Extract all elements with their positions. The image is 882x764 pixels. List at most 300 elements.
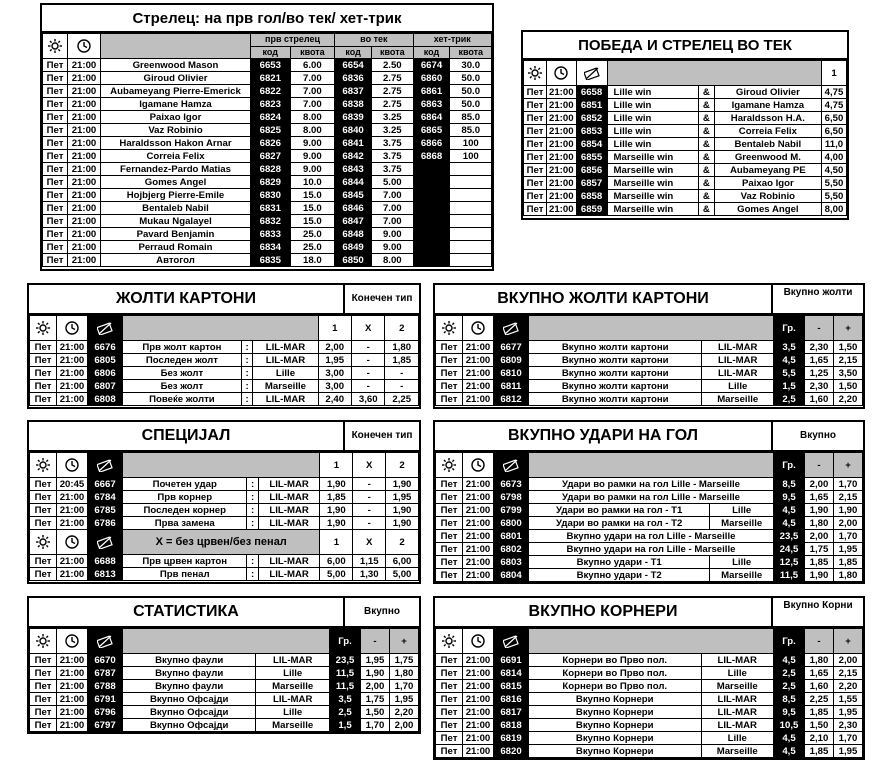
odds-over: 1,95	[834, 706, 863, 719]
time: 21:00	[463, 354, 494, 367]
odds-over: 2,20	[834, 393, 863, 406]
sun-icon	[436, 316, 463, 341]
team: Marseille	[701, 680, 774, 693]
day: Пет	[436, 341, 463, 354]
corners-panel	[433, 596, 865, 760]
odds-under: 2,10	[805, 732, 834, 745]
odds-over: 2,15	[834, 667, 863, 680]
odds-1: 6,00	[320, 555, 353, 568]
player-name: Paixao Igor	[101, 111, 251, 124]
time: 21:00	[68, 59, 101, 72]
yellow-total-type: Вкупно жолти	[771, 285, 863, 313]
table-row	[436, 654, 863, 667]
player-name: Greenwood M.	[714, 151, 821, 164]
code: 6858	[576, 190, 607, 203]
time: 21:00	[547, 151, 577, 164]
day: Пет	[524, 138, 547, 151]
line: 4,5	[774, 732, 805, 745]
odds-over: 1,50	[834, 380, 863, 393]
odds-under: 1,75	[361, 693, 390, 706]
time: 21:00	[68, 241, 101, 254]
odds-x: 3,60	[352, 393, 385, 406]
odds: 50.0	[450, 72, 492, 85]
col-1: 1	[822, 61, 847, 86]
code: 6843	[335, 163, 372, 176]
line: 24,5	[774, 543, 805, 556]
code: 6853	[576, 125, 607, 138]
ampersand: &	[698, 203, 714, 216]
time: 21:00	[547, 112, 577, 125]
team: LIL-MAR	[258, 517, 320, 530]
time: 21:00	[547, 164, 577, 177]
player-name: Fernandez-Pardo Matias	[101, 163, 251, 176]
shots-title: ВКУПНО УДАРИ НА ГОЛ	[507, 427, 698, 444]
time: 21:00	[463, 732, 494, 745]
table-row	[436, 380, 863, 393]
table-row	[30, 680, 419, 693]
odds-over: 1,85	[834, 556, 863, 569]
market: Без жолт	[123, 380, 242, 393]
market: Удари во рамки на гол Lille - Marseille	[529, 491, 774, 504]
line: 23,5	[330, 654, 361, 667]
table-row	[436, 341, 863, 354]
odds-over: 2,15	[834, 354, 863, 367]
scorer-table	[42, 33, 492, 267]
day: Пет	[436, 680, 463, 693]
table-row	[436, 543, 863, 556]
odds: 4,75	[822, 99, 847, 112]
separator: :	[247, 517, 258, 530]
code: 6819	[494, 732, 529, 745]
corners-title: ВКУПНО КОРНЕРИ	[528, 603, 678, 620]
odds: 8,00	[822, 203, 847, 216]
sun-icon	[524, 61, 547, 86]
time: 21:00	[463, 693, 494, 706]
odds-under: 1,90	[361, 667, 390, 680]
code: 6653	[251, 59, 291, 72]
col-2: 2	[386, 453, 419, 478]
table-row	[436, 491, 863, 504]
market: Вкупно Корнери	[529, 745, 702, 758]
time: 21:00	[463, 543, 494, 556]
odds-over: 1,90	[834, 504, 863, 517]
table-row	[43, 163, 492, 176]
table-row	[436, 517, 863, 530]
market: Вкупно фаули	[123, 654, 256, 667]
market: Вкупно Офсајди	[123, 719, 256, 732]
yellow-type: Конечен тип	[343, 285, 419, 313]
market: Вкупно жолти картони	[529, 367, 702, 380]
table-row	[43, 228, 492, 241]
odds-x: 1,30	[353, 568, 386, 581]
header-row	[30, 316, 419, 341]
team: LIL-MAR	[258, 568, 320, 581]
col-x: X	[353, 453, 386, 478]
day: Пет	[524, 125, 547, 138]
table-row	[30, 654, 419, 667]
day: Пет	[436, 569, 463, 582]
stats-type: Вкупно	[343, 598, 419, 626]
code: 6859	[576, 203, 607, 216]
odds: 2.75	[372, 98, 414, 111]
header-row	[436, 453, 863, 478]
time: 21:00	[463, 341, 494, 354]
line: 9,5	[774, 706, 805, 719]
market: Вкупно жолти картони	[529, 341, 702, 354]
day: Пет	[43, 254, 68, 267]
market: Вкупно удари на гол Lille - Marseille	[529, 530, 774, 543]
code: 6803	[494, 556, 529, 569]
odds: 6,50	[822, 112, 847, 125]
outcome: Lille win	[607, 86, 698, 99]
odds-2: -	[385, 367, 419, 380]
odds-under: 2,00	[805, 478, 834, 491]
team: Marseille	[701, 745, 774, 758]
day: Пет	[30, 354, 57, 367]
odds: 3.75	[372, 137, 414, 150]
separator: :	[241, 380, 253, 393]
header-blank	[607, 61, 821, 86]
stats-title: СТАТИСТИКА	[133, 603, 239, 620]
code: 6844	[335, 176, 372, 189]
odds-under: 1,65	[805, 667, 834, 680]
code: 6851	[576, 99, 607, 112]
market: Вкупно фаули	[123, 667, 256, 680]
day: Пет	[30, 491, 57, 504]
time: 21:00	[463, 556, 494, 569]
day: Пет	[524, 86, 547, 99]
odds-2: 1,90	[386, 517, 419, 530]
code	[413, 241, 450, 254]
odds: 100	[450, 137, 492, 150]
code	[413, 176, 450, 189]
time: 21:00	[68, 150, 101, 163]
odds: 2.50	[372, 59, 414, 72]
odds-x: 1,15	[353, 555, 386, 568]
player-name: Haraldsson H.A.	[714, 112, 821, 125]
code: 6691	[494, 654, 529, 667]
team: LIL-MAR	[258, 478, 320, 491]
day: Пет	[436, 530, 463, 543]
team: Marseille	[253, 380, 318, 393]
team: Lille	[701, 667, 774, 680]
code: 6654	[335, 59, 372, 72]
header-row	[30, 629, 419, 654]
ampersand: &	[698, 164, 714, 177]
code	[413, 189, 450, 202]
line: 4,5	[774, 654, 805, 667]
table-row	[30, 354, 419, 367]
market: Вкупно удари - Т2	[529, 569, 710, 582]
time: 21:00	[68, 98, 101, 111]
team: Lille	[256, 706, 330, 719]
code: 6857	[576, 177, 607, 190]
day: Пет	[436, 654, 463, 667]
odds: 4,75	[822, 86, 847, 99]
odds-under: 1,75	[805, 543, 834, 556]
odds-1: 3,00	[318, 367, 351, 380]
odds: 18.0	[290, 254, 335, 267]
team: Lille	[256, 667, 330, 680]
tv-icon	[88, 530, 123, 555]
day: Пет	[524, 164, 547, 177]
table-row	[30, 367, 419, 380]
header-row	[30, 453, 419, 478]
clock-icon	[57, 629, 88, 654]
clock-icon	[547, 61, 577, 86]
odds: 3.25	[372, 111, 414, 124]
odds: 9.00	[290, 137, 335, 150]
code: 6804	[494, 569, 529, 582]
ampersand: &	[698, 151, 714, 164]
player-name: Igamane Hamza	[714, 99, 821, 112]
odds: 3.25	[372, 124, 414, 137]
odds-1: 3,00	[318, 380, 351, 393]
odds	[450, 215, 492, 228]
team: LIL-MAR	[702, 367, 774, 380]
odds: 9.00	[290, 163, 335, 176]
odds: 7.00	[372, 189, 414, 202]
odds-over: 1,95	[834, 543, 863, 556]
odds	[450, 176, 492, 189]
line: 23,5	[774, 530, 805, 543]
code: 6837	[335, 85, 372, 98]
odds-1: 5,00	[320, 568, 353, 581]
header-row	[43, 34, 492, 47]
table-row	[436, 478, 863, 491]
code: 6860	[413, 72, 450, 85]
corners-type: Вкупно Корни	[771, 598, 863, 626]
day: Пет	[43, 228, 68, 241]
odds: 7.00	[290, 98, 335, 111]
tv-icon	[88, 453, 123, 478]
odds: 8.00	[290, 111, 335, 124]
time: 21:00	[57, 393, 88, 406]
special-type: Конечен тип	[343, 422, 419, 450]
time: 21:00	[463, 491, 494, 504]
odds-1: 1,85	[320, 491, 353, 504]
line: 11,5	[330, 680, 361, 693]
yellow-panel	[27, 283, 421, 409]
odds-x: -	[353, 517, 386, 530]
header-blank	[529, 316, 774, 341]
code: 6829	[251, 176, 291, 189]
odds: 9.00	[372, 241, 414, 254]
team: LIL-MAR	[256, 654, 330, 667]
col-2: 2	[386, 530, 419, 555]
line: 2,5	[774, 667, 805, 680]
odds: 7.00	[290, 85, 335, 98]
time: 21:00	[463, 478, 494, 491]
col-line: Гр.	[774, 316, 805, 341]
sun-icon	[30, 316, 57, 341]
yellow-title: ЖОЛТИ КАРТОНИ	[116, 290, 256, 307]
team: LIL-MAR	[701, 706, 774, 719]
sun-icon	[30, 530, 57, 555]
odds-2: 5,00	[386, 568, 419, 581]
day: Пет	[43, 98, 68, 111]
table-row	[524, 138, 847, 151]
odds-x: -	[352, 367, 385, 380]
table-row	[30, 667, 419, 680]
team: Lille	[702, 380, 774, 393]
table-row	[30, 380, 419, 393]
time: 21:00	[463, 367, 494, 380]
odds-under: 1,90	[805, 504, 834, 517]
odds-over: 1,80	[834, 569, 863, 582]
day: Пет	[436, 719, 463, 732]
time: 21:00	[68, 202, 101, 215]
table-row	[524, 151, 847, 164]
odds: 7.00	[290, 72, 335, 85]
ampersand: &	[698, 112, 714, 125]
scorer-panel	[40, 3, 494, 271]
time: 21:00	[57, 706, 88, 719]
yellow-total-table	[435, 315, 863, 406]
day: Пет	[30, 654, 57, 667]
clock-icon	[57, 530, 88, 555]
day: Пет	[30, 719, 57, 732]
code	[413, 215, 450, 228]
code: 6797	[88, 719, 123, 732]
odds-x: -	[353, 504, 386, 517]
code: 6805	[88, 354, 123, 367]
day: Пет	[43, 163, 68, 176]
player-name: Vaz Robinio	[101, 124, 251, 137]
day: Пет	[30, 555, 57, 568]
odds-under: 1,85	[805, 745, 834, 758]
header-blank	[529, 629, 774, 654]
odds-under: 1,65	[805, 354, 834, 367]
day: Пет	[30, 367, 57, 380]
day: Пет	[43, 85, 68, 98]
code: 6817	[494, 706, 529, 719]
day: Пет	[43, 137, 68, 150]
code: 6823	[251, 98, 291, 111]
code: 6796	[88, 706, 123, 719]
time: 21:00	[463, 504, 494, 517]
code: 6831	[251, 202, 291, 215]
player-name: Gomes Angel	[101, 176, 251, 189]
code: 6842	[335, 150, 372, 163]
col-under: -	[805, 453, 834, 478]
odds: 15.0	[290, 189, 335, 202]
odds-1: 2,40	[318, 393, 351, 406]
code: 6861	[413, 85, 450, 98]
odds: 50.0	[450, 85, 492, 98]
player-name: Hojbjerg Pierre-Emile	[101, 189, 251, 202]
player-name: Mukau Ngalayel	[101, 215, 251, 228]
special-title: СПЕЦИЈАЛ	[141, 427, 231, 444]
team: Marseille	[710, 517, 774, 530]
time: 21:00	[463, 393, 494, 406]
code: 6824	[251, 111, 291, 124]
clock-icon	[57, 453, 88, 478]
team: LIL-MAR	[253, 341, 318, 354]
table-row	[524, 112, 847, 125]
table-row	[436, 569, 863, 582]
team: Lille	[710, 556, 774, 569]
header-blank	[123, 453, 320, 478]
odds-under: 1,70	[361, 719, 390, 732]
market: Вкупно Офсајди	[123, 706, 256, 719]
time: 21:00	[57, 517, 88, 530]
odds: 9.00	[290, 150, 335, 163]
odds: 50.0	[450, 98, 492, 111]
day: Пет	[43, 189, 68, 202]
odds-1: 1,90	[320, 478, 353, 491]
odds: 2.75	[372, 85, 414, 98]
outcome: Marseille win	[607, 203, 698, 216]
team: LIL-MAR	[253, 393, 318, 406]
time: 21:00	[463, 706, 494, 719]
shots-type: Вкупно	[771, 422, 863, 450]
team: Lille	[701, 732, 774, 745]
odds-under: 2,00	[361, 680, 390, 693]
day: Пет	[43, 150, 68, 163]
day: Пет	[436, 517, 463, 530]
win-panel	[521, 30, 849, 220]
table-row	[30, 393, 419, 406]
table-row	[43, 111, 492, 124]
odds-under: 1,80	[805, 654, 834, 667]
table-row	[43, 202, 492, 215]
code: 6800	[494, 517, 529, 530]
sun-icon	[43, 34, 68, 59]
odds-over: 2,15	[834, 491, 863, 504]
table-row	[30, 719, 419, 732]
header-row	[436, 316, 863, 341]
col-any: во тек	[335, 34, 413, 47]
day: Пет	[436, 543, 463, 556]
code: 6864	[413, 111, 450, 124]
odds	[450, 254, 492, 267]
time: 21:00	[57, 568, 88, 581]
player-name: Giroud Olivier	[714, 86, 821, 99]
code	[413, 228, 450, 241]
market: Вкупно Корнери	[529, 719, 702, 732]
market: Корнери во Прво пол.	[529, 667, 702, 680]
team: Lille	[710, 504, 774, 517]
day: Пет	[30, 478, 57, 491]
table-row	[436, 504, 863, 517]
odds-x: -	[352, 380, 385, 393]
code: 6848	[335, 228, 372, 241]
player-name: Correia Felix	[101, 150, 251, 163]
odds: 7.00	[372, 202, 414, 215]
clock-icon	[463, 316, 494, 341]
time: 21:00	[68, 85, 101, 98]
market: Прв црвен картон	[123, 555, 247, 568]
line: 1,5	[330, 719, 361, 732]
code: 6847	[335, 215, 372, 228]
odds	[450, 202, 492, 215]
market: Почетен удар	[123, 478, 247, 491]
table-row	[43, 59, 492, 72]
day: Пет	[524, 112, 547, 125]
time: 21:00	[68, 189, 101, 202]
code: 6674	[413, 59, 450, 72]
table-row	[524, 203, 847, 216]
col-first: прв стрелец	[251, 34, 335, 47]
market: Корнери во Прво пол.	[529, 654, 702, 667]
code: 6833	[251, 228, 291, 241]
table-row	[436, 393, 863, 406]
odds-x: -	[352, 341, 385, 354]
col-kvota: квота	[450, 46, 492, 59]
time: 21:00	[57, 491, 88, 504]
market: Удари во рамки на гол - Т1	[529, 504, 710, 517]
